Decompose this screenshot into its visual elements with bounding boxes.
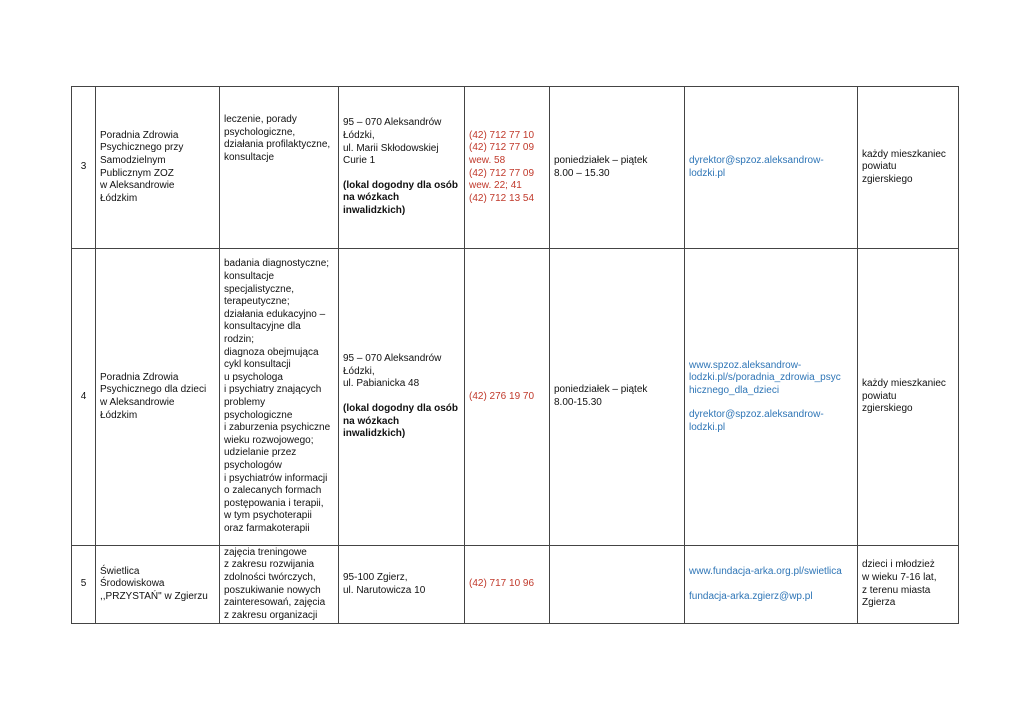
service-line: udzielanie przez — [224, 447, 297, 459]
phone-cell — [465, 249, 550, 546]
spacer — [343, 391, 460, 403]
address-cell — [339, 87, 465, 249]
service-line: zdolności twórczych, — [224, 571, 316, 583]
hours-cell — [550, 546, 685, 624]
facility-name-line: Łódzkim — [100, 192, 138, 204]
contact-link-line[interactable]: dyrektor@spzoz.aleksandrow- — [689, 154, 824, 166]
facility-name-cell — [96, 249, 220, 546]
service-line: psychologiczne — [224, 409, 293, 421]
address-line: Curie 1 — [343, 155, 376, 167]
services-cell — [220, 546, 339, 624]
service-line: psychologów — [224, 459, 282, 471]
hours-cell — [550, 249, 685, 546]
contact-link-line[interactable]: www.spzoz.aleksandrow- — [689, 359, 802, 371]
service-line: z zakresu organizacji — [224, 609, 318, 621]
recipients-line: każdy mieszkaniec — [862, 148, 946, 160]
service-line: diagnoza obejmująca — [224, 346, 319, 358]
phone-line: (42) 712 77 09 — [469, 167, 535, 179]
hours-line: poniedziałek – piątek — [554, 154, 648, 166]
recipients-line: zgierskiego — [862, 173, 913, 185]
contacts-cell — [685, 249, 858, 546]
service-line: z zakresu rozwijania — [224, 559, 315, 571]
facilities-table — [71, 86, 959, 624]
row-number — [72, 87, 96, 249]
services-cell — [220, 249, 339, 546]
service-line: zajęcia treningowe — [224, 546, 307, 558]
service-line: problemy — [224, 397, 266, 408]
service-line: poszukiwanie nowych — [224, 584, 321, 596]
phone-line: (42) 712 13 54 — [469, 192, 535, 204]
service-line: działania edukacyjno – — [224, 308, 326, 320]
recipients-line: z terenu miasta — [862, 584, 931, 596]
facility-name-cell — [96, 546, 220, 624]
recipients-cell — [858, 87, 959, 249]
address-line: Łódzki, — [343, 365, 375, 377]
accessibility-note-line: na wózkach — [343, 415, 400, 427]
facility-name-line: Psychicznego dla dzieci — [100, 384, 207, 396]
address-line: Łódzki, — [343, 130, 375, 142]
phone-cell — [465, 546, 550, 624]
phone-line: (42) 276 19 70 — [469, 390, 535, 402]
contact-link-line[interactable]: www.fundacja-arka.org.pl/swietlica — [689, 565, 842, 577]
address-line: 95-100 Zgierz, — [343, 571, 408, 583]
service-line: konsultacje — [224, 271, 275, 283]
service-line: oraz farmakoterapii — [224, 522, 310, 534]
accessibility-note-line: (lokal dogodny dla osób — [343, 179, 458, 191]
service-line: konsultacyjne dla — [224, 321, 301, 333]
contacts-cell — [685, 87, 858, 249]
address-line: 95 – 070 Aleksandrów — [343, 353, 442, 365]
service-line: rodzin; — [224, 334, 255, 346]
facility-name-line: Psychicznego przy — [100, 142, 184, 154]
facility-name-line: Publicznym ZOZ — [100, 167, 174, 179]
service-line: postępowania i terapii, — [224, 497, 324, 509]
service-line: zainteresowań, zajęcia — [224, 597, 326, 609]
spacer — [343, 168, 460, 180]
facility-name-line: w Aleksandrowie — [100, 397, 175, 408]
address-line: 95 – 070 Aleksandrów — [343, 117, 442, 129]
address-cell — [339, 546, 465, 624]
service-line: i psychiatrów informacji — [224, 472, 328, 484]
spacer — [689, 397, 853, 409]
row-number-text: 3 — [80, 161, 87, 173]
accessibility-note-line: na wózkach — [343, 192, 400, 204]
service-line: psychologiczne, — [224, 126, 296, 138]
row-number-text: 5 — [80, 578, 87, 590]
hours-cell — [550, 87, 685, 249]
facility-name-line: Łódzkim — [100, 409, 138, 421]
contact-link-line[interactable]: lodzki.pl/s/poradnia_zdrowia_psyc — [689, 372, 841, 384]
table-row — [72, 87, 959, 249]
phone-line: (42) 712 77 09 — [469, 142, 535, 154]
service-line: leczenie, porady — [224, 114, 297, 125]
accessibility-note-line: (lokal dogodny dla osób — [343, 403, 458, 414]
service-line: konsultacje — [224, 151, 275, 163]
facility-name-line: ,,PRZYSTAŃ" w Zgierzu — [100, 590, 208, 602]
recipients-cell — [858, 249, 959, 546]
address-cell — [339, 249, 465, 546]
accessibility-note-line: inwalidzkich) — [343, 428, 406, 440]
service-line: badania diagnostyczne; — [224, 258, 330, 270]
service-line: o zalecanych formach — [224, 485, 322, 497]
recipients-line: Zgierza — [862, 597, 896, 609]
row-number — [72, 249, 96, 546]
contact-link-line[interactable]: fundacja-arka.zgierz@wp.pl — [689, 590, 813, 602]
recipients-line: każdy mieszkaniec — [862, 378, 946, 390]
service-line: i zaburzenia psychiczne — [224, 422, 331, 434]
service-line: terapeutyczne; — [224, 296, 290, 308]
table-row — [72, 249, 959, 546]
address-line: ul. Pabianicka 48 — [343, 378, 420, 390]
table-body — [72, 87, 959, 624]
facility-name-line: Samodzielnym — [100, 154, 166, 166]
recipients-line: powiatu — [862, 390, 897, 402]
phone-line: (42) 717 10 96 — [469, 578, 535, 590]
facility-name-cell — [96, 87, 220, 249]
service-line: u psychologa — [224, 371, 283, 383]
phone-line: (42) 712 77 10 — [469, 129, 535, 141]
contact-link-line[interactable]: dyrektor@spzoz.aleksandrow- — [689, 409, 824, 421]
phone-line: wew. 58 — [469, 154, 506, 166]
spacer — [689, 579, 853, 591]
address-line: ul. Marii Skłodowskiej — [343, 142, 439, 154]
hours-line: poniedziałek – piątek — [554, 384, 648, 396]
service-line: specjalistyczne, — [224, 283, 295, 295]
facility-name-line: Świetlica — [100, 565, 140, 577]
recipients-line: powiatu — [862, 161, 897, 173]
service-line: cykl konsultacji — [224, 359, 291, 371]
service-line: w tym psychoterapii — [224, 510, 312, 522]
row-number — [72, 546, 96, 624]
facility-name-line: Środowiskowa — [100, 578, 165, 590]
phone-line: wew. 22; 41 — [469, 180, 522, 192]
accessibility-note-line: inwalidzkich) — [343, 204, 406, 216]
contacts-cell — [685, 546, 858, 624]
recipients-line: zgierskiego — [862, 403, 913, 415]
recipients-line: w wieku 7-16 lat, — [862, 571, 937, 583]
contact-link-line[interactable]: lodzki.pl — [689, 167, 726, 179]
address-line: ul. Narutowicza 10 — [343, 584, 426, 596]
services-cell — [220, 87, 339, 249]
recipients-cell — [858, 546, 959, 624]
service-line: i psychiatry znających — [224, 384, 322, 396]
contact-link-line[interactable]: lodzki.pl — [689, 421, 726, 433]
facility-name-line: Poradnia Zdrowia — [100, 129, 179, 141]
service-line: wieku rozwojowego; — [224, 434, 314, 446]
hours-line: 8.00-15.30 — [554, 397, 602, 408]
recipients-line: dzieci i młodzież — [862, 559, 935, 571]
service-line: działania profilaktyczne, — [224, 139, 331, 151]
hours-line: 8.00 – 15.30 — [554, 167, 610, 179]
facility-name-line: Poradnia Zdrowia — [100, 371, 179, 383]
table-row — [72, 546, 959, 624]
phone-cell — [465, 87, 550, 249]
row-number-text: 4 — [80, 390, 87, 402]
facility-name-line: w Aleksandrowie — [100, 180, 175, 192]
contact-link-line[interactable]: hicznego_dla_dzieci — [689, 384, 780, 396]
